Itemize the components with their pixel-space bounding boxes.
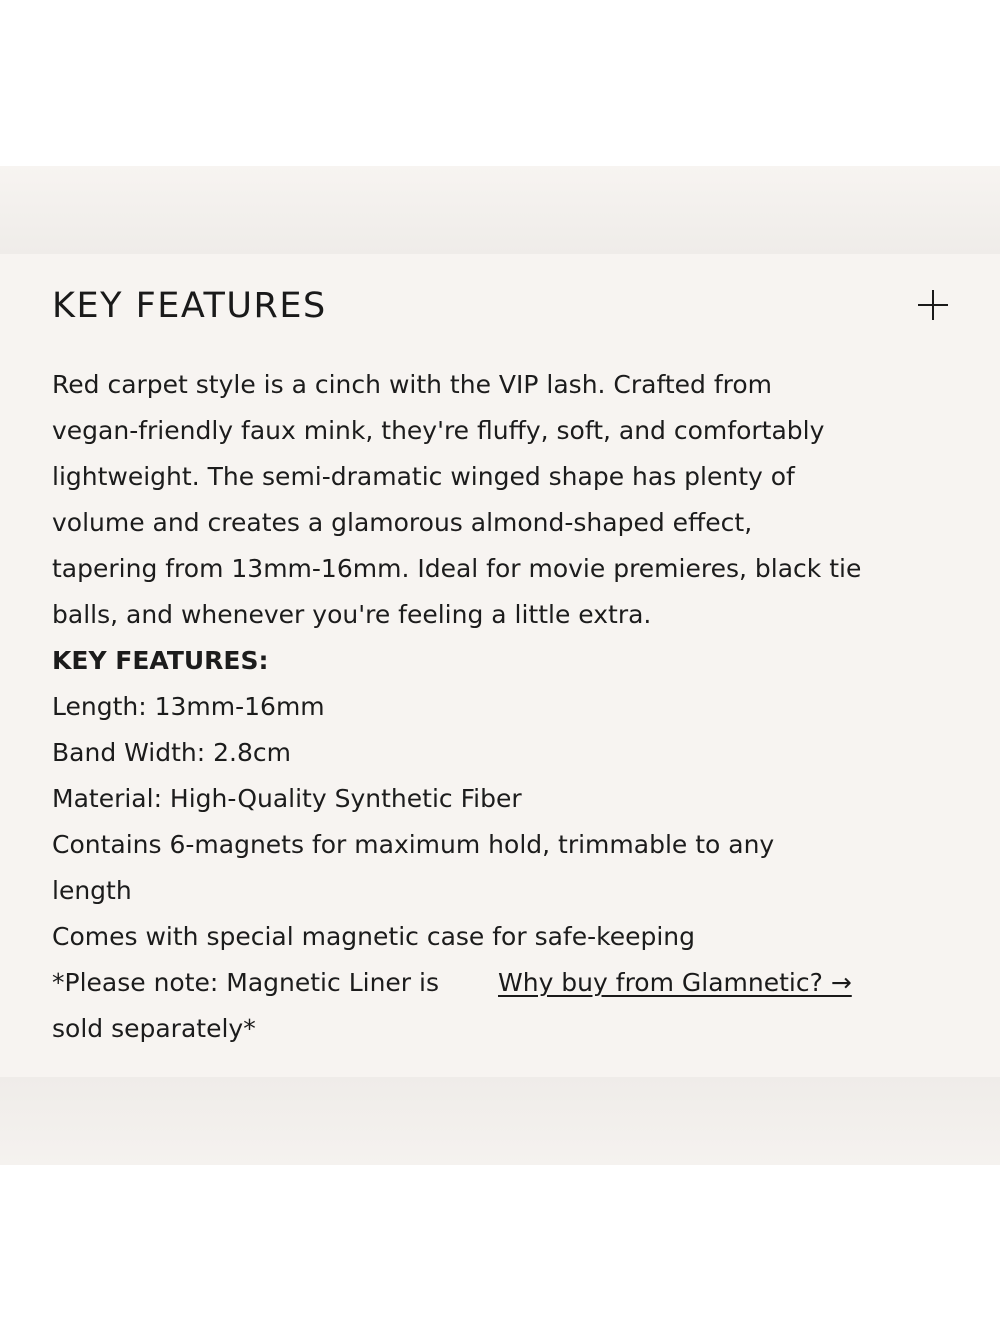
accordion-title[interactable]: KEY FEATURES [52, 286, 327, 326]
note-row [52, 960, 952, 1006]
feature-material: Material: High-Quality Synthetic Fiber [52, 784, 522, 813]
feature-magnets-continued: length [52, 876, 132, 905]
note-text: *Please note: Magnetic Liner is [52, 968, 439, 997]
panel-bottom-band [0, 1077, 1000, 1165]
description-line: tapering from 13mm-16mm. Ideal for movie premieres, black tie [52, 554, 862, 583]
panel-top-band [0, 166, 1000, 254]
features-heading: KEY FEATURES: [52, 646, 269, 675]
feature-magnets: Contains 6-magnets for maximum hold, trimmable to any [52, 830, 775, 859]
feature-case: Comes with special magnetic case for safe-keeping [52, 922, 695, 951]
feature-band-width: Band Width: 2.8cm [52, 738, 291, 767]
note-text-continued: sold separately* [52, 1014, 256, 1043]
accordion-toggle-button[interactable] [912, 284, 954, 326]
description-line: balls, and whenever you're feeling a little extra. [52, 600, 652, 629]
accordion-content [52, 362, 952, 1052]
plus-icon [912, 284, 954, 326]
feature-length: Length: 13mm-16mm [52, 692, 325, 721]
why-buy-link[interactable]: Why buy from Glamnetic? → [498, 968, 852, 997]
description-line: Red carpet style is a cinch with the VIP lash. Crafted from [52, 370, 773, 399]
description-line: lightweight. The semi-dramatic winged shape has plenty of [52, 462, 795, 491]
description-line: volume and creates a glamorous almond-shaped effect, [52, 508, 753, 537]
description-line: vegan-friendly faux mink, they're fluffy, soft, and comfortably [52, 416, 825, 445]
